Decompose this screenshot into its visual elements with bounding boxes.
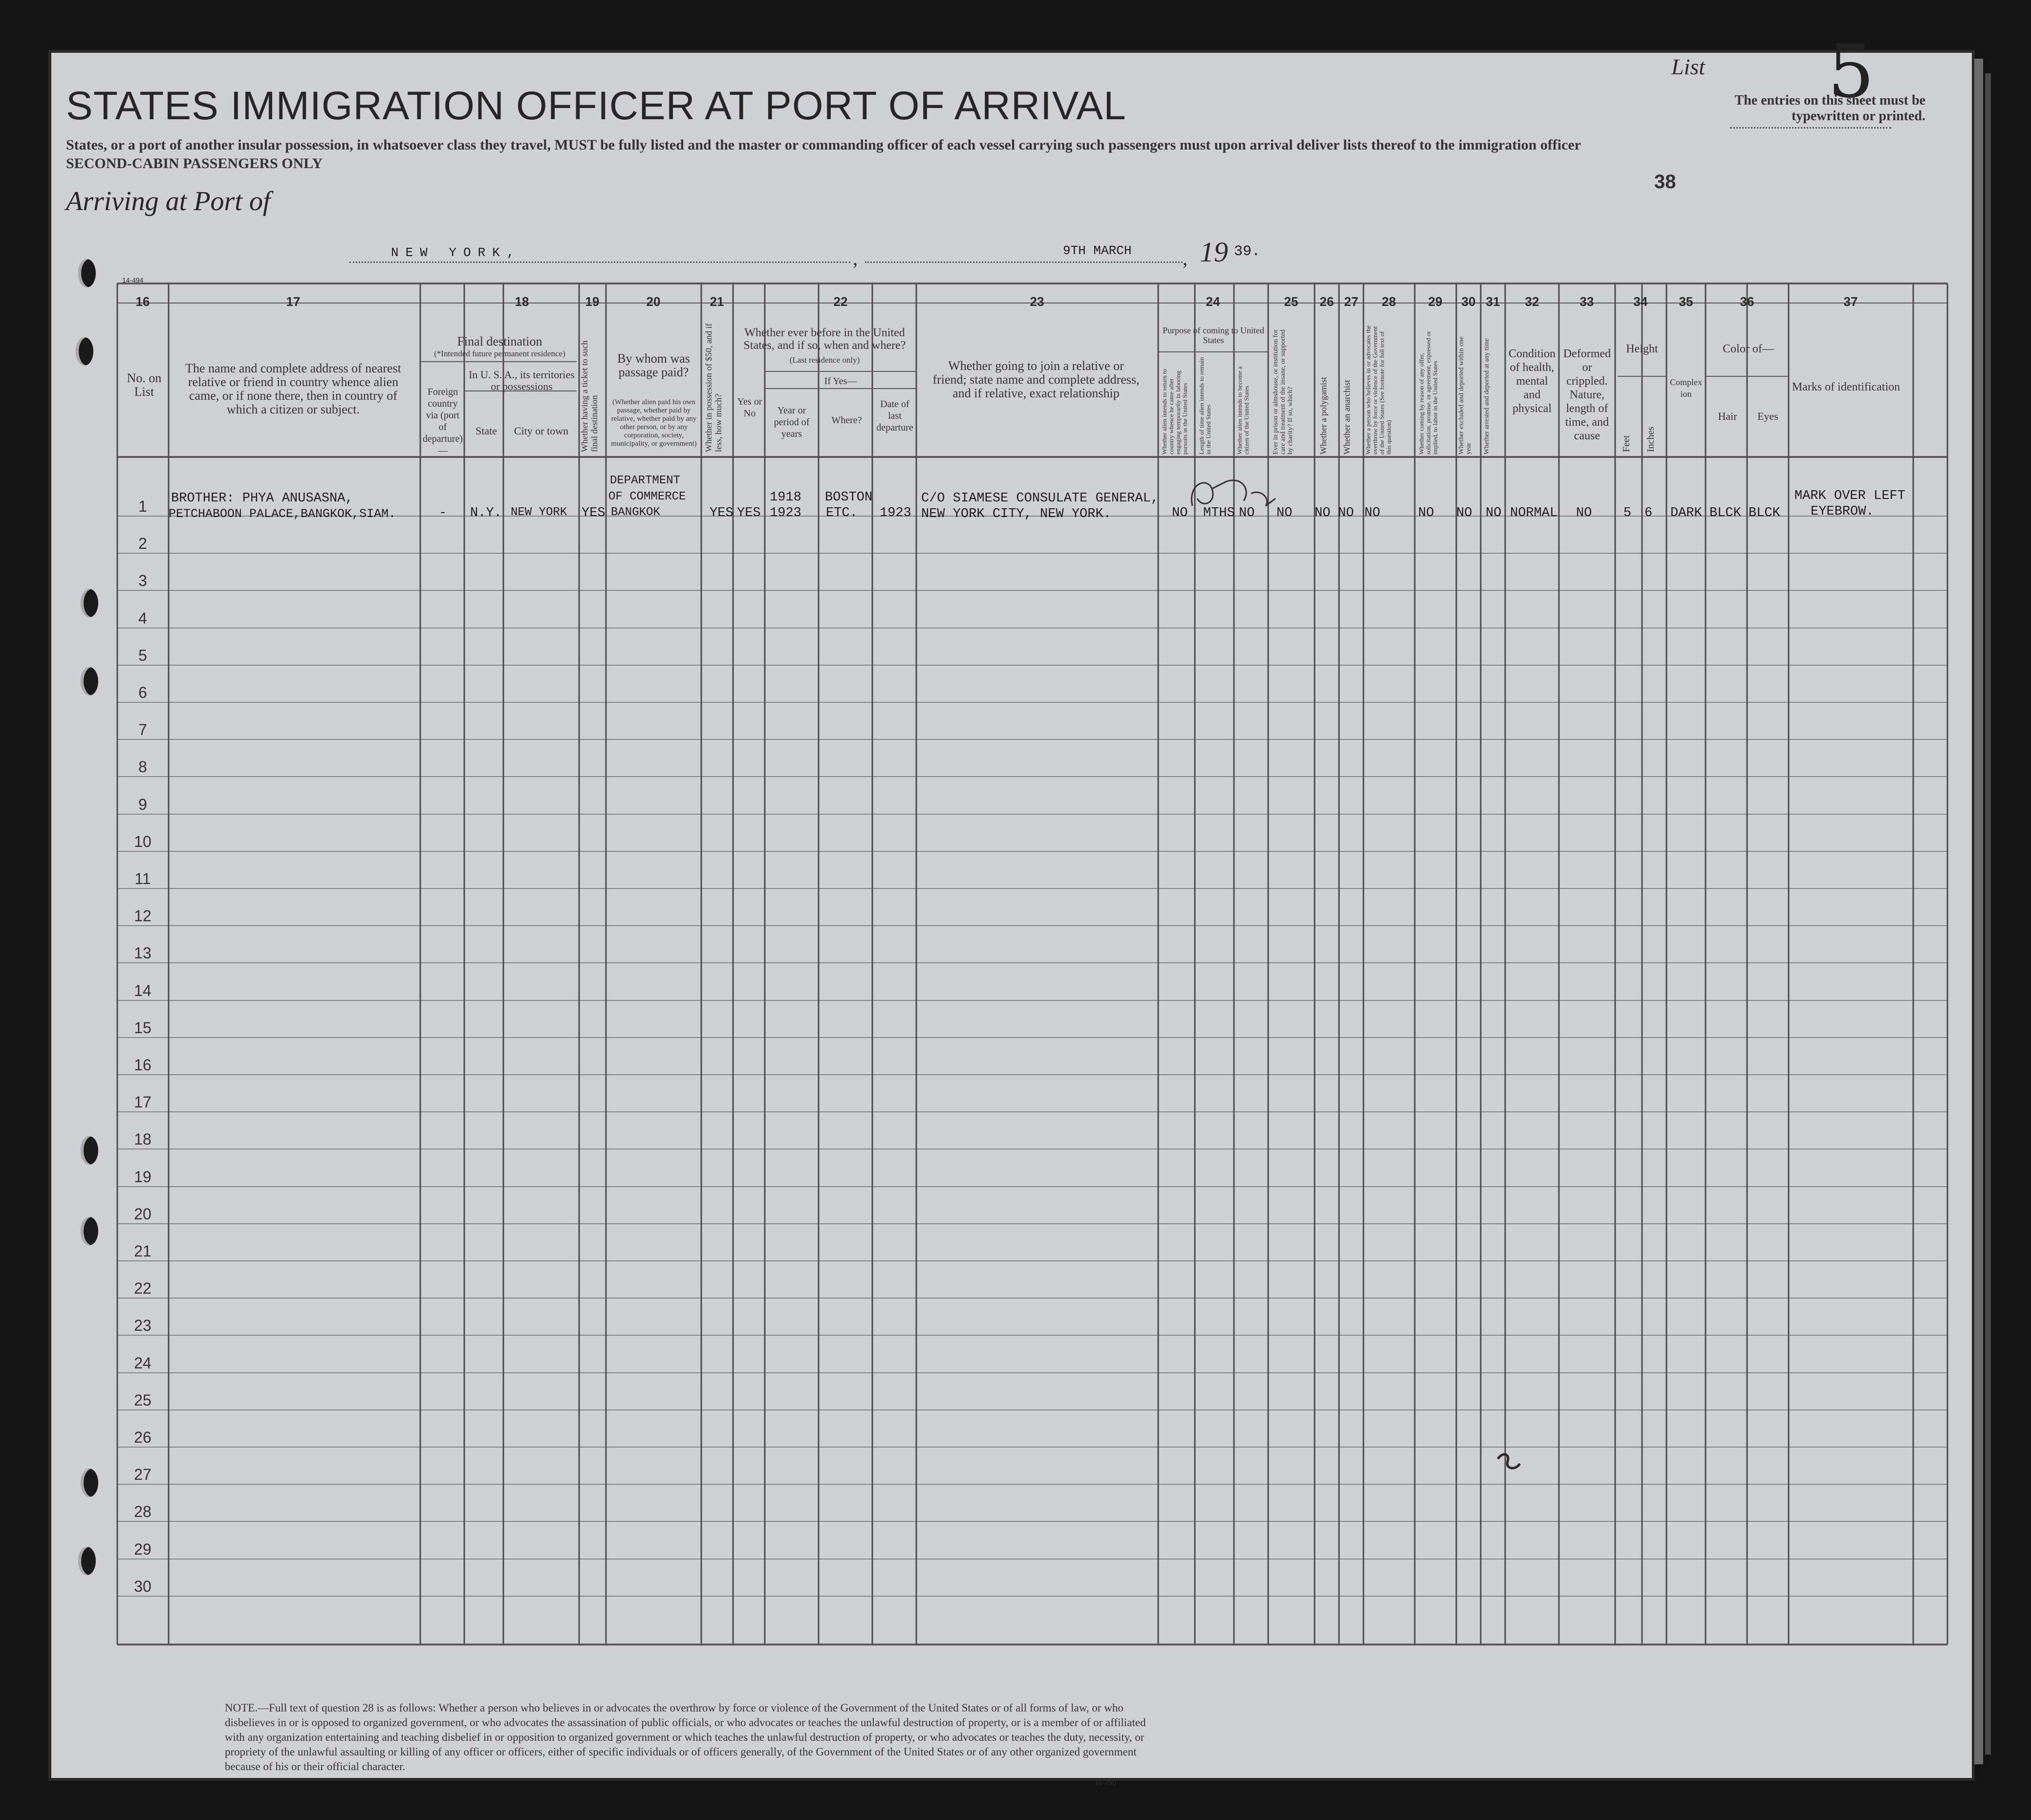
header-final-destination: Final destination — [457, 334, 542, 348]
column-number: 27 — [1344, 294, 1359, 309]
row-number: 21 — [134, 1242, 151, 1260]
header-usa: In U. S. A., its territories or possessions — [469, 368, 575, 392]
row-number: 17 — [134, 1093, 151, 1111]
form-instruction: States, or a port of another insular possession, in whatsoever class they travel, MUST be fully listed and the master or commanding officer of each vessel carrying such passengers must upon arrival deliver lists thereof to the immigration officer — [66, 137, 1581, 153]
row-number: 24 — [134, 1354, 151, 1372]
header-foreign-country: Foreign country via (port of departure)— — [422, 387, 463, 456]
arriving-label: Arriving at Port of — [66, 186, 271, 217]
row1-paid-line2: OF COMMERCE — [608, 490, 686, 503]
column-number: 23 — [1030, 294, 1044, 309]
row-number: 19 — [134, 1168, 151, 1186]
header-overthrow: Whether a person who believes in or advocates the overthrow by force or violence of the Government of the United States (See footnote for full text of this question) — [1364, 325, 1392, 455]
header-health: Condition of health, mental and physical — [1508, 347, 1556, 415]
row1-relative-line2: PETCHABOON PALACE,BANGKOK,SIAM. — [169, 507, 396, 521]
row1-where-line2: ETC. — [826, 506, 858, 520]
row-number: 23 — [134, 1317, 151, 1334]
header-ever-before: Whether ever before in the United States, and if so, when and where? — [743, 326, 906, 352]
row1-deformed: NO — [1576, 506, 1592, 520]
port-value: NEW YORK, — [391, 245, 521, 260]
row1-offer: NO — [1418, 506, 1434, 520]
column-number: 17 — [286, 294, 301, 309]
column-number: 19 — [585, 294, 600, 309]
row-number: 12 — [134, 907, 151, 925]
header-color-of: Color of— — [1723, 343, 1774, 355]
row1-citizen: NO — [1239, 506, 1255, 520]
row-number: 14 — [134, 982, 151, 999]
row-number: 26 — [134, 1429, 151, 1446]
row1-ticket: YES — [582, 506, 605, 520]
row-number: 3 — [138, 572, 147, 589]
row1-years-line1: 1918 — [770, 490, 801, 505]
header-hair: Hair — [1718, 410, 1737, 422]
header-intend-citizen: Whether alien intends to become a citizen of the United States — [1236, 366, 1250, 455]
header-yes-no: Yes or No — [737, 396, 762, 419]
header-joining: Whether going to join a relative or friend; state name and complete address, and if relative, exact relationship — [932, 359, 1140, 400]
column-number: 31 — [1486, 294, 1500, 309]
row1-joining-line2: NEW YORK CITY, NEW YORK. — [921, 507, 1111, 521]
header-deformed: Deformed or crippled. Nature, length of time, and cause — [1563, 347, 1611, 442]
form-code-bottom: 14-430 — [1095, 1779, 1116, 1787]
header-relative: The name and complete address of nearest relative or friend in country whence alien came, or if none there, then in country of which a citizen or subject. — [185, 361, 401, 416]
row1-inches: 6 — [1644, 506, 1653, 520]
row1-paid-line3: BANGKOK — [611, 506, 660, 519]
row1-departure: 1923 — [880, 506, 911, 520]
row1-joining-line1: C/O SIAMESE CONSULATE GENERAL, — [921, 491, 1159, 506]
row1-relative-line1: BROTHER: PHYA ANUSASNA, — [171, 491, 353, 506]
year-prefix: 19 — [1200, 236, 1228, 268]
row-number: 1 — [138, 498, 147, 515]
row-number: 9 — [138, 796, 147, 813]
column-number: 22 — [833, 294, 848, 309]
column-number: 35 — [1679, 294, 1693, 309]
row-number: 15 — [134, 1019, 151, 1037]
row1-city: NEW YORK — [511, 506, 567, 519]
column-number: 16 — [135, 294, 150, 309]
header-arrested: Whether arrested and deported at any time — [1483, 338, 1491, 455]
row-number: 22 — [134, 1279, 151, 1297]
row-number: 18 — [134, 1130, 151, 1148]
comma: , — [853, 247, 858, 269]
header-excluded: Whether excluded and deported within one year — [1458, 336, 1472, 455]
row-number: 16 — [134, 1056, 151, 1074]
column-number: 33 — [1579, 294, 1594, 309]
row1-arrested: NO — [1486, 506, 1502, 520]
header-ever-before-sub: (Last residence only) — [789, 355, 860, 365]
row-number: 11 — [134, 870, 151, 888]
header-passage-paid-note: (Whether alien paid his own passage, whether paid by relative, whether paid by any other person, or by any corporation, society, municipality, or government) — [611, 398, 697, 448]
column-number: 20 — [646, 294, 661, 309]
row1-complexion: DARK — [1670, 506, 1702, 520]
row-number: 25 — [134, 1391, 151, 1409]
column-number: 29 — [1428, 294, 1443, 309]
row-number: 29 — [134, 1540, 151, 1558]
column-number: 25 — [1284, 294, 1298, 309]
row-number: 30 — [134, 1578, 151, 1595]
column-number: 26 — [1319, 294, 1334, 309]
row-number: 10 — [134, 833, 151, 850]
header-ticket: Whether having a ticket to such final destination — [580, 340, 599, 452]
header-departure-date: Date of last departure — [876, 399, 913, 433]
header-complexion: Complexion — [1670, 377, 1702, 399]
column-number: 32 — [1525, 294, 1539, 309]
row-number: 7 — [138, 721, 147, 738]
footnote: NOTE.—Full text of question 28 is as follows: Whether a person who believes in or advocates the overthrow by force or violence of the Government of the United States or of all forms of law, or who disbelieves in or is opposed to organized government, or who advocates the assassination of public officials, or who advocates or teaches the unlawful destruction of property, or is a member of or affiliated with any organization entertaining and teaching disbelief in or opposition to organized government or which teaches the unlawful destruction of property, or who advocates or teaches the duty, necessity, or propriety of the unlawful assaulting or killing of any officer or officers, either of specific individuals or of officers generally, of the Government of the United States or of any other organized government because of his or their official character. — [225, 1702, 1146, 1773]
row1-marks-line2: EYEBROW. — [1811, 504, 1874, 519]
header-if-yes: If Yes— — [824, 376, 857, 387]
form-title: STATES IMMIGRATION OFFICER AT PORT OF ARRIVAL — [66, 84, 1126, 128]
row1-return: NO — [1172, 506, 1188, 520]
row-number: 6 — [138, 684, 147, 701]
header-where: Where? — [831, 415, 862, 426]
header-final-destination-sub: (*Intended future permanent residence) — [434, 349, 565, 358]
row1-years-line2: 1923 — [770, 506, 801, 520]
port-line — [349, 261, 850, 263]
list-line — [1730, 127, 1891, 129]
header-return: Whether alien intends to return to country whence he came after engaging temporarily in laboring pursuits in the United States — [1161, 368, 1188, 455]
header-inches: Inches — [1645, 426, 1656, 452]
date-value: 9TH MARCH — [1063, 243, 1132, 258]
header-city: City or town — [514, 425, 569, 437]
column-number: 21 — [710, 294, 724, 309]
header-length-of-stay: Length of time alien intends to remain in the United States — [1198, 357, 1212, 455]
column-number: 28 — [1382, 294, 1396, 309]
list-label: List — [1671, 54, 1706, 79]
header-feet: Feet — [1621, 435, 1632, 452]
row1-length: MTHS — [1203, 506, 1235, 520]
row1-money: YES — [710, 506, 734, 520]
column-number: 18 — [515, 294, 529, 309]
row1-polygamist: NO — [1315, 506, 1331, 520]
row-number: 28 — [134, 1503, 151, 1520]
row1-feet: 5 — [1623, 506, 1632, 520]
header-anarchist: Whether an anarchist — [1342, 380, 1352, 455]
column-number: 24 — [1206, 294, 1220, 309]
date-line — [865, 261, 1183, 263]
header-period: Year or period of years — [774, 405, 810, 439]
header-passage-paid: By whom was passage paid? — [617, 351, 690, 379]
header-prison: Ever in prison or almshouse, or institution for care and treatment of the insane, or supported by charity? If so, which? — [1272, 329, 1294, 455]
row1-anarchist: NO — [1338, 506, 1354, 520]
column-number: 36 — [1740, 294, 1754, 309]
comma-2: , — [1183, 247, 1188, 269]
row1-overthrow: NO — [1364, 506, 1381, 520]
column-number: 34 — [1633, 294, 1648, 309]
row1-eyes: BLCK — [1749, 506, 1780, 520]
header-labor-offer: Whether coming by reason of any offer, solicitation, promise, or agreement, expressed or implied, to labor in the United States — [1418, 331, 1439, 455]
row1-before: YES — [737, 506, 761, 520]
row1-health: NORMAL — [1510, 506, 1558, 520]
row1-prison: NO — [1276, 506, 1293, 520]
header-eyes: Eyes — [1757, 410, 1778, 422]
row1-hair: BLCK — [1709, 506, 1741, 520]
row1-marks-line1: MARK OVER LEFT — [1794, 489, 1905, 503]
passenger-class: SECOND-CABIN PASSENGERS ONLY — [66, 155, 323, 172]
row-number: 20 — [134, 1205, 151, 1223]
page-number: 38 — [1654, 171, 1676, 193]
column-number: 37 — [1843, 294, 1858, 309]
row-number: 5 — [138, 647, 147, 664]
row1-where-line1: BOSTON — [825, 490, 873, 505]
header-purpose: Purpose of coming to United States — [1163, 325, 1264, 345]
header-state: State — [475, 425, 497, 437]
row-number: 8 — [138, 758, 147, 776]
row-number: 2 — [138, 535, 147, 552]
row1-foreign: - — [439, 506, 447, 520]
form-code-top: 14-494 — [122, 276, 144, 284]
year-suffix: 39. — [1234, 243, 1261, 260]
row1-state: N.Y. — [470, 506, 502, 520]
header-marks: Marks of identification — [1792, 381, 1901, 393]
row-number: 13 — [134, 944, 151, 962]
header-fifty-dollars: Whether in possession of $50, and if less, how much? — [704, 323, 723, 452]
list-number: 5 — [1828, 29, 1875, 114]
row-number: 27 — [134, 1466, 151, 1483]
row1-excluded: NO — [1456, 506, 1472, 520]
row1-paid-line1: DEPARTMENT — [610, 474, 681, 487]
list-note: The entries on this sheet must be typewritten or printed. — [1734, 93, 1925, 124]
header-no-on-list: No. on List — [127, 371, 162, 399]
header-polygamist: Whether a polygamist — [1318, 377, 1328, 455]
header-height: Height — [1626, 343, 1658, 355]
row-number: 4 — [138, 609, 147, 627]
column-number: 30 — [1461, 294, 1476, 309]
